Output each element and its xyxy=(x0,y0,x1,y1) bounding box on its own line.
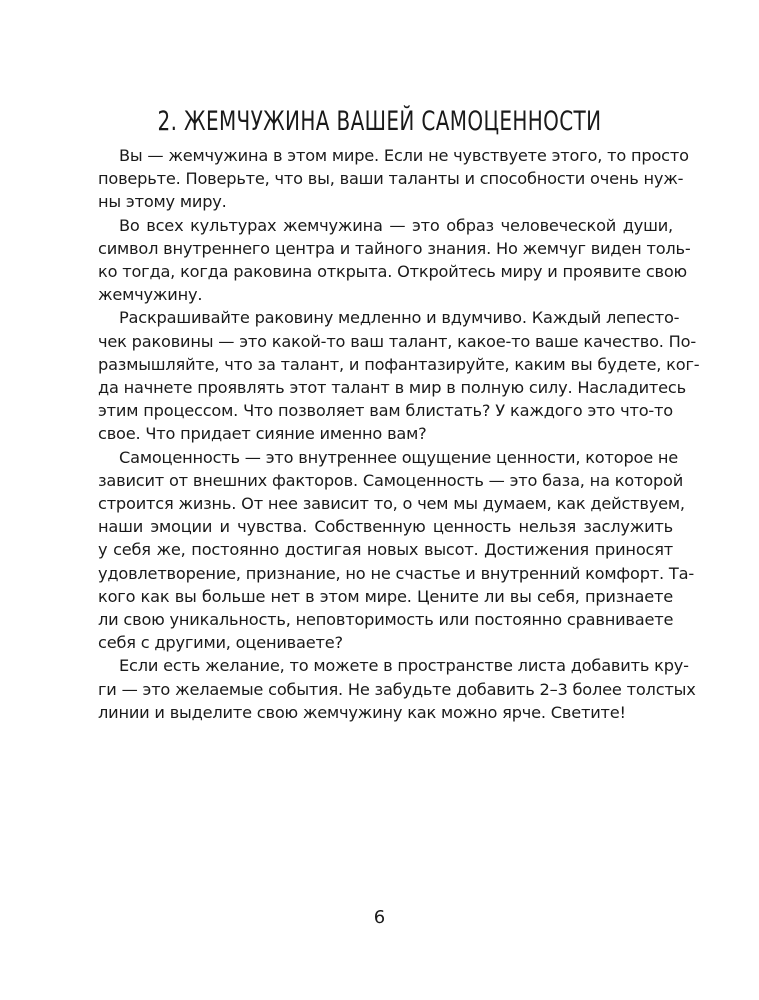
body-text xyxy=(98,144,700,724)
text-line: ны этому миру. xyxy=(98,192,227,212)
paragraph xyxy=(98,144,689,214)
text-line: да начнете проявлять этот талант в мир в полную силу. Насладитесь xyxy=(98,378,686,398)
chapter-title: 2. ЖЕМЧУЖИНА ВАШЕЙ САМОЦЕННОСТИ xyxy=(157,106,602,138)
text-line: поверьте. Поверьте, что вы, ваши таланты и способности очень нуж- xyxy=(98,169,684,189)
text-line: Во всех культурах жемчужина — это образ человеческой души, xyxy=(119,215,673,235)
text-line: ли свою уникальность, неповторимость или постоянно сравниваете xyxy=(98,610,674,630)
text-line: свое. Что придает сияние именно вам? xyxy=(98,424,427,444)
text-line: жемчужину. xyxy=(98,285,203,305)
text-line: у себя же, постоянно достигая новых высот. Достижения приносят xyxy=(98,540,673,560)
paragraph xyxy=(98,214,691,307)
paragraph xyxy=(98,306,700,445)
text-line: строится жизнь. От нее зависит то, о чем мы думаем, как действуем, xyxy=(98,494,685,514)
text-line: себя с другими, оцениваете? xyxy=(98,633,343,653)
text-line: ко тогда, когда раковина открыта. Откройтесь миру и проявите свою xyxy=(98,262,687,282)
text-line: этим процессом. Что позволяет вам блистать? У каждого это что-то xyxy=(98,401,673,421)
text-line: Раскрашивайте раковину медленно и вдумчиво. Каждый лепесто- xyxy=(119,308,680,328)
text-line: символ внутреннего центра и тайного знания. Но жемчуг виден толь- xyxy=(98,238,691,258)
page-number: 6 xyxy=(373,907,386,928)
text-line: Самоценность — это внутреннее ощущение ценности, которое не xyxy=(119,447,679,467)
text-line: Если есть желание, то можете в пространстве листа добавить кру- xyxy=(119,656,689,676)
text-line: наши эмоции и чувства. Собственную ценность нельзя заслужить xyxy=(98,517,673,537)
text-line: чек раковины — это какой-то ваш талант, какое-то ваше качество. По- xyxy=(98,331,696,351)
text-line: размышляйте, что за талант, и пофантазируйте, каким вы будете, ког- xyxy=(98,354,700,374)
text-line: линии и выделите свою жемчужину как можно ярче. Светите! xyxy=(98,702,626,722)
text-line: зависит от внешних факторов. Самоценность — это база, на которой xyxy=(98,470,684,490)
text-line: удовлетворение, признание, но не счастье и внутренний комфорт. Та- xyxy=(98,563,694,583)
paragraph xyxy=(98,654,696,724)
text-line: ги — это желаемые события. Не забудьте добавить 2–3 более толстых xyxy=(98,679,696,699)
text-line: кого как вы больше нет в этом мире. Цените ли вы себя, признаете xyxy=(98,586,673,606)
text-line: Вы — жемчужина в этом мире. Если не чувствуете этого, то просто xyxy=(119,146,689,165)
paragraph xyxy=(98,446,694,655)
